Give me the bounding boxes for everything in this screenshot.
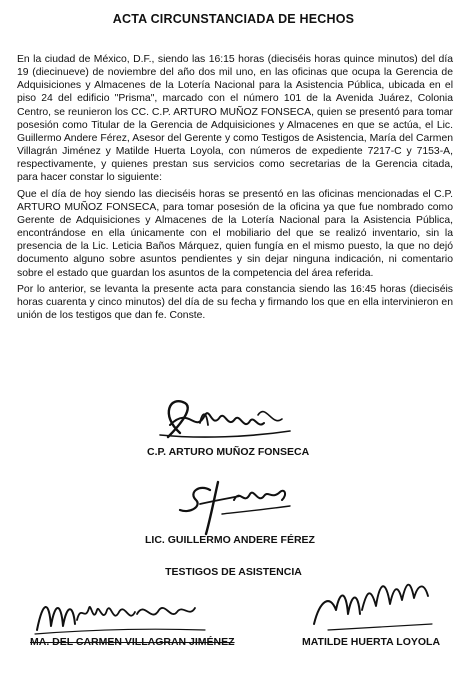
signer-name-arturo-munoz: C.P. ARTURO MUÑOZ FONSECA	[147, 446, 310, 458]
signature-matilde-huerta	[300, 570, 440, 640]
paragraph-facts: Que el día de hoy siendo las dieciséis horas se presentó en las oficinas mencionadas el C.P. ARTURO MUÑOZ FONSECA, para tomar posesión de la oficina ya que fue nombrado como Gerente de Adquisiciones y Almacenes de la Lotería Nacional para la Asistencia Pública, encontrándose en ella únicamente con el mobiliario del que se realizó inventario, sin la presencia de la Lic. Leticia Baños Márquez, quien fungía en el mismo puesto, la que no dejó documento alguno sobre asuntos pendientes y sin dejar ninguna indicación, ni comentario sobre el estado que guardan los asuntos de la competencia del área referida.	[17, 188, 453, 279]
paragraph-opening: En la ciudad de México, D.F., siendo las 16:15 horas (dieciséis horas quince minutos) del día 19 (diecinueve) de noviembre del año dos mil uno, en las oficinas que ocupa la Gerencia de Adquisiciones y Almacenes de la Lotería Nacional para la Asistencia Pública, ubicada en el piso 24 del edificio "Prisma", marcado con el número 101 de la Avenida Juárez, Colonia Centro, se reunieron los CC. C.P. ARTURO MUÑOZ FONSECA, quien se presentó para tomar posesión como Titular de la Gerencia de Adquisiciones y Almacenes en que se actúa, el Lic. Guillermo Andere Férez, Asesor del Gerente y como Testigos de Asistencia, María del Carmen Villagrán Jiménez y Matilde Huerta Loyola, con números de expediente 7217-C y 7153-A, respectivamente, y quienes prestan sus servicios como secretarias de la Gerencia citada, para hacer constar lo siguiente:	[17, 54, 453, 184]
signature-guillermo-andere	[170, 470, 320, 540]
document-title: ACTA CIRCUNSTANCIADA DE HECHOS	[112, 12, 355, 26]
witness-name-matilde-huerta: MATILDE HUERTA LOYOLA	[302, 636, 441, 648]
signature-arturo-munoz	[140, 385, 310, 455]
paragraph-closing: Por lo anterior, se levanta la presente acta para constancia siendo las 16:45 horas (dieciséis horas cuarenta y cinco minutos) del día de su fecha y firmando los que en ella intervinieron en unión de los testigos que dan fe. Conste.	[17, 283, 453, 321]
signer-name-guillermo-andere: LIC. GUILLERMO ANDERE FÉREZ	[145, 534, 315, 546]
witness-name-carmen-villagran: MA. DEL CARMEN VILLAGRAN JIMÉNEZ	[30, 636, 235, 648]
document-body	[17, 53, 453, 322]
witnesses-heading: TESTIGOS DE ASISTENCIA	[165, 566, 302, 578]
signature-carmen-villagran	[25, 590, 215, 640]
